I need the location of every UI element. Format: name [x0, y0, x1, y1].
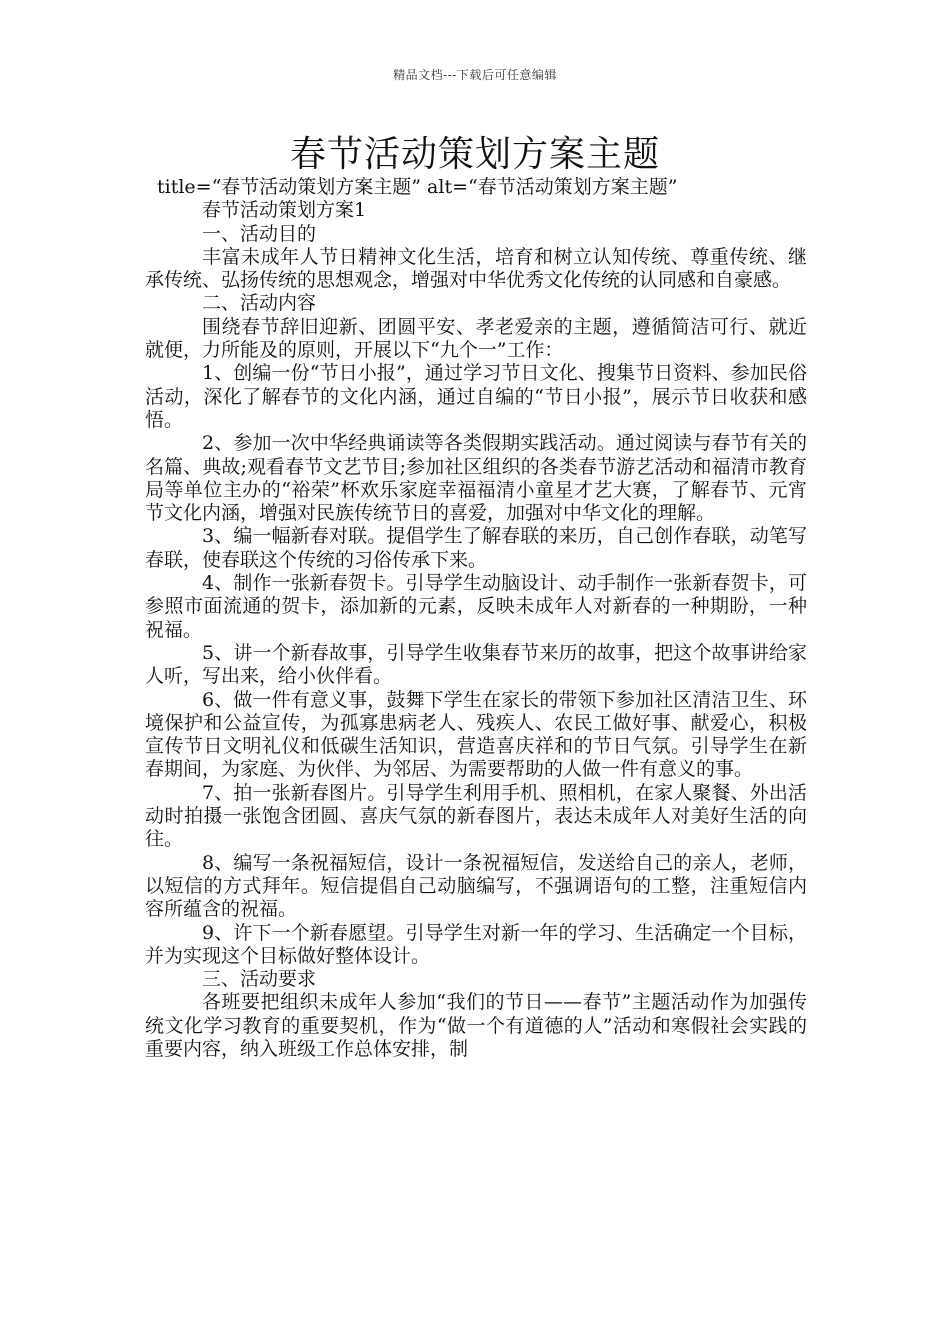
list-item-4: 4、制作一张新春贺卡。引导学生动脑设计、动手制作一张新春贺卡，可参照市面流通的贺卡，添加新的元素，反映未成年人对新春的一种期盼，一种祝福。: [145, 572, 807, 641]
list-item-2: 2、参加一次中华经典诵读等各类假期实践活动。通过阅读与春节有关的名篇、典故;观看春节文艺节目;参加社区组织的各类春节游艺活动和福清市教育局等单位主办的“裕荣”杯欢乐家庭幸福福清小童星才艺大赛，了解春节、元宵节文化内涵，增强对民族传统节日的喜爱，加强对中华文化的理解。: [145, 432, 807, 525]
plan-heading: 春节活动策划方案1: [202, 199, 367, 222]
meta-line: title=“春节活动策划方案主题” alt=“春节活动策划方案主题”: [157, 176, 678, 198]
paragraph-requirements: 各班要把组织未成年人参加“我们的节日——春节”主题活动作为加强传统文化学习教育的重要契机，作为“做一个有道德的人”活动和寒假社会实践的重要内容，纳入班级工作总体安排，制: [145, 991, 807, 1060]
section-heading-purpose: 一、活动目的: [202, 222, 317, 245]
list-item-3: 3、编一幅新春对联。提倡学生了解春联的来历，自己创作春联，动笔写春联，使春联这个传统的习俗传承下来。: [145, 525, 807, 571]
paragraph-purpose: 丰富未成年人节日精神文化生活，培育和树立认知传统、尊重传统、继承传统、弘扬传统的思想观念，增强对中华优秀文化传统的认同感和自豪感。: [145, 245, 807, 292]
header-note: 精品文档---下载后可任意编辑: [393, 68, 557, 82]
document-body: [145, 176, 807, 1061]
list-item-5: 5、讲一个新春故事，引导学生收集春节来历的故事，把这个故事讲给家人听，写出来，给小伙伴看。: [145, 641, 807, 688]
list-item-1: 1、创编一份“节日小报”，通过学习节日文化、搜集节日资料、参加民俗活动，深化了解春节的文化内涵，通过自编的“节日小报”，展示节日收获和感悟。: [145, 362, 807, 431]
section-heading-content: 二、活动内容: [202, 292, 317, 315]
list-item-6: 6、做一件有意义事，鼓舞下学生在家长的带领下参加社区清洁卫生、环境保护和公益宣传，为孤寡患病老人、残疾人、农民工做好事、献爱心，积极宣传节日文明礼仪和低碳生活知识，营造喜庆祥和的节日气氛。引导学生在新春期间，为家庭、为伙伴、为邻居、为需要帮助的人做一件有意义的事。: [145, 688, 807, 781]
paragraph-content-intro: 围绕春节辞旧迎新、团圆平安、孝老爱亲的主题，遵循简洁可行、就近就便，力所能及的原则，开展以下“九个一”工作：: [145, 315, 807, 362]
list-item-9: 9、许下一个新春愿望。引导学生对新一年的学习、生活确定一个目标，并为实现这个目标做好整体设计。: [145, 921, 807, 967]
list-item-8: 8、编写一条祝福短信，设计一条祝福短信，发送给自己的亲人，老师，以短信的方式拜年。短信提倡自己动脑编写，不强调语句的工整，注重短信内容所蕴含的祝福。: [145, 851, 807, 921]
document-title: 春节活动策划方案主题: [289, 134, 660, 175]
list-item-7: 7、拍一张新春图片。引导学生利用手机、照相机，在家人聚餐、外出活动时拍摄一张饱含团圆、喜庆气氛的新春图片，表达未成年人对美好生活的向往。: [145, 781, 807, 851]
section-heading-requirements: 三、活动要求: [202, 968, 317, 991]
